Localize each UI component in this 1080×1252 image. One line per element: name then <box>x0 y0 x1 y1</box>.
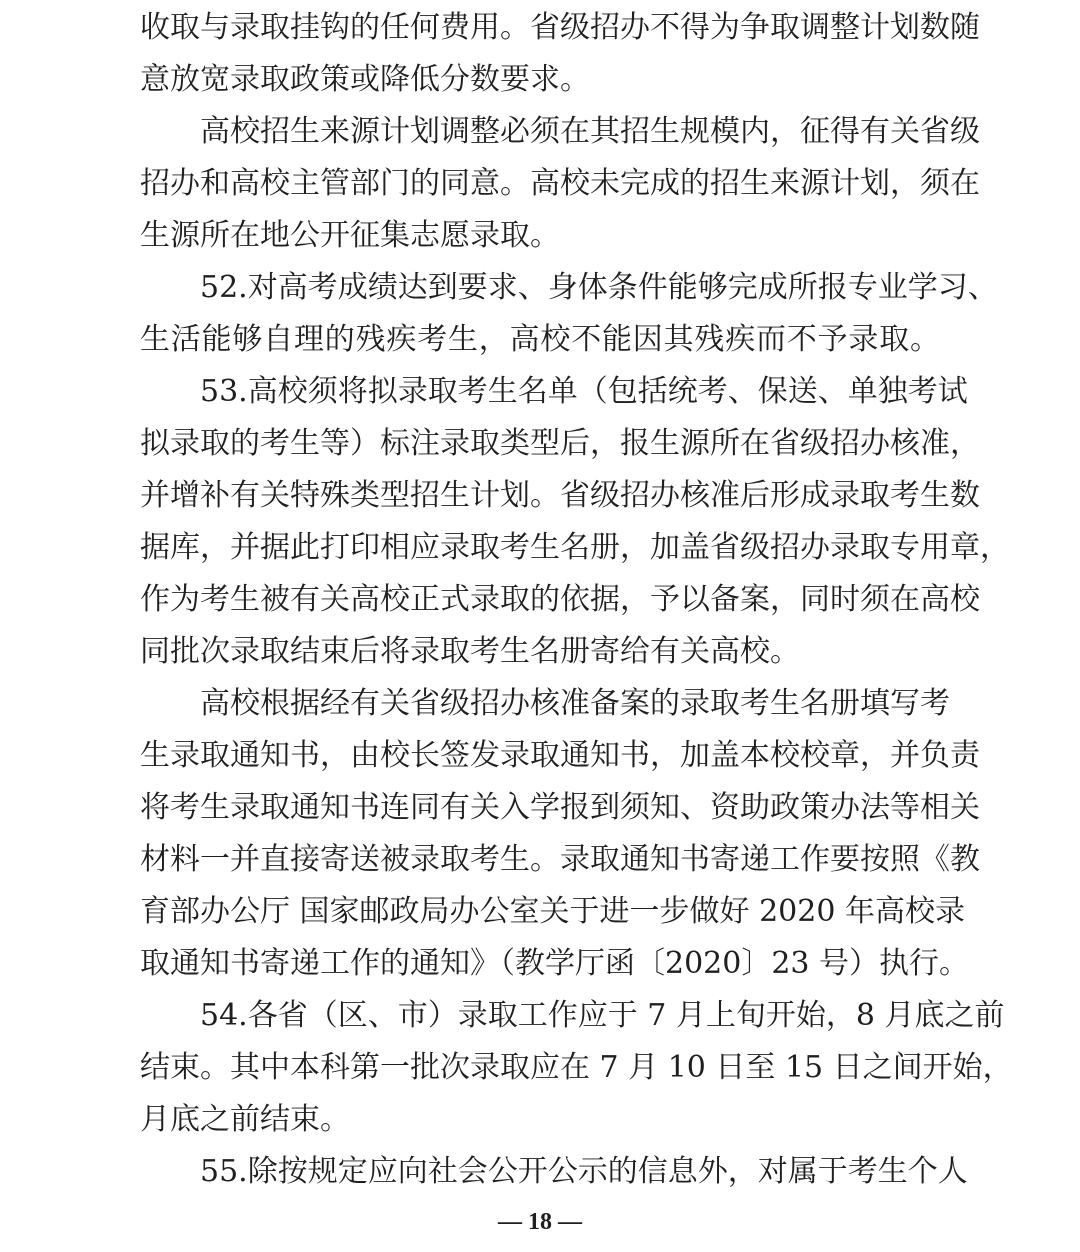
text-line: 材料一并直接寄送被录取考生。录取通知书寄递工作要按照《教 <box>140 842 980 877</box>
text-line: 据库，并据此打印相应录取考生名册，加盖省级招办录取专用章， <box>140 530 1010 565</box>
text-line: 取通知书寄递工作的通知》（教学厅函〔2020〕23 号）执行。 <box>140 946 970 981</box>
text-line: 意放宽录取政策或降低分数要求。 <box>140 62 590 97</box>
text-line: 55.除按规定应向社会公开公示的信息外，对属于考生个人 <box>200 1154 968 1189</box>
text-line: 结束。其中本科第一批次录取应在 7 月 10 日至 15 日之间开始， <box>140 1050 1013 1085</box>
text-line: 高校根据经有关省级招办核准备案的录取考生名册填写考 <box>200 686 950 721</box>
text-line: 同批次录取结束后将录取考生名册寄给有关高校。 <box>140 634 800 669</box>
text-line: 作为考生被有关高校正式录取的依据，予以备案，同时须在高校 <box>140 582 980 617</box>
text-line: 育部办公厅 国家邮政局办公室关于进一步做好 2020 年高校录 <box>140 894 965 929</box>
text-line: 并增补有关特殊类型招生计划。省级招办核准后形成录取考生数 <box>140 478 980 513</box>
text-line: 拟录取的考生等）标注录取类型后，报生源所在省级招办核准， <box>140 426 980 461</box>
text-line: 53.高校须将拟录取考生名单（包括统考、保送、单独考试 <box>200 374 968 409</box>
text-line: 54.各省（区、市）录取工作应于 7 月上旬开始，8 月底之前 <box>200 998 1005 1033</box>
text-line: 招办和高校主管部门的同意。高校未完成的招生来源计划，须在 <box>140 166 980 201</box>
text-line: 月底之前结束。 <box>140 1102 350 1137</box>
text-line: 收取与录取挂钩的任何费用。省级招办不得为争取调整计划数随 <box>140 10 980 45</box>
text-line: 生源所在地公开征集志愿录取。 <box>140 218 560 253</box>
text-line: 生录取通知书，由校长签发录取通知书，加盖本校校章，并负责 <box>140 738 980 773</box>
page-number: — 18 — <box>498 1209 582 1235</box>
text-line: 生活能够自理的残疾考生，高校不能因其残疾而不予录取。 <box>140 322 940 357</box>
text-line: 将考生录取通知书连同有关入学报到须知、资助政策办法等相关 <box>140 790 980 825</box>
text-line: 52.对高考成绩达到要求、身体条件能够完成所报专业学习、 <box>200 270 998 305</box>
text-line: 高校招生来源计划调整必须在其招生规模内，征得有关省级 <box>200 114 980 149</box>
